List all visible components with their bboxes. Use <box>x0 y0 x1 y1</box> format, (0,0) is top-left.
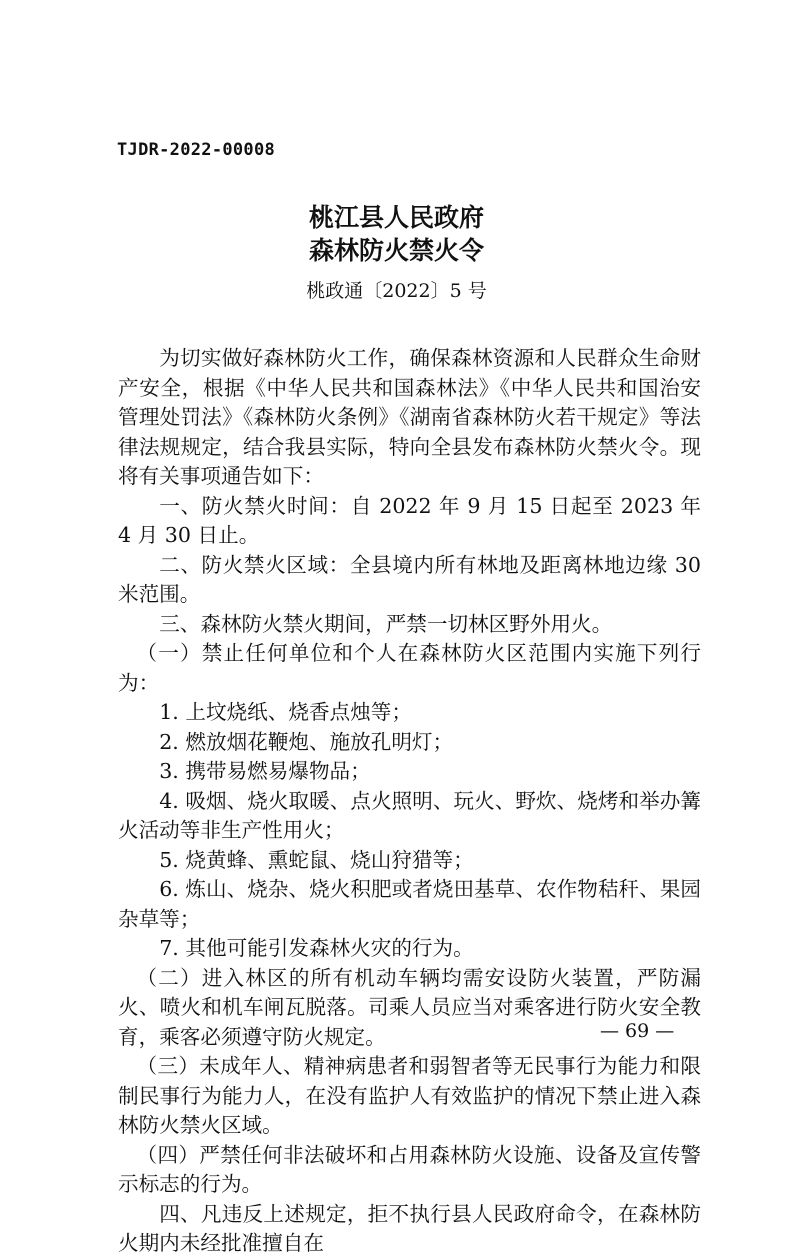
paragraph: （三）未成年人、精神病患者和弱智者等无民事行为能力和限制民事行为能力人，在没有监护人有效监护的情况下禁止进入森林防火禁火区域。 <box>118 1054 701 1137</box>
document-code: TJDR-2022-00008 <box>117 140 276 160</box>
paragraph: （一）禁止任何单位和个人在森林防火区范围内实施下列行为： <box>118 641 701 695</box>
page-number: — 69 — <box>600 1020 675 1042</box>
paragraph: （二）进入林区的所有机动车辆均需安设防火装置，严防漏火、喷火和机车闸瓦脱落。司乘人员应当对乘客进行防火安全教育，乘客必须遵守防火规定。 <box>118 965 701 1049</box>
paragraph: 2. 燃放烟花鞭炮、施放孔明灯； <box>159 729 454 754</box>
paragraph: 1. 上坟烧纸、烧香点烛等； <box>159 700 412 724</box>
document-body <box>118 344 701 1259</box>
paragraph: （四）严禁任何非法破坏和占用森林防火设施、设备及宣传警示标志的行为。 <box>118 1142 701 1196</box>
paragraph: 3. 携带易燃易爆物品； <box>159 759 371 783</box>
paragraph: 5. 烧黄蜂、熏蛇鼠、烧山狩猎等； <box>159 847 474 872</box>
paragraph: 四、凡违反上述规定，拒不执行县人民政府命令，在森林防火期内未经批准擅自在 <box>118 1201 701 1255</box>
paragraph: 6. 炼山、烧杂、烧火积肥或者烧田基草、农作物秸秆、果园杂草等； <box>118 877 701 931</box>
paragraph: 7. 其他可能引发森林火灾的行为。 <box>159 936 474 960</box>
document-number: 桃政通〔2022〕5 号 <box>306 280 487 302</box>
paragraph: 二、防火禁火区域：全县境内所有林地及距离林地边缘 30 米范围。 <box>118 552 701 606</box>
document-title-issuer: 桃江县人民政府 <box>308 203 484 232</box>
paragraph: 一、防火禁火时间：自 2022 年 9 月 15 日起至 2023 年 4 月 30 日止。 <box>118 493 701 547</box>
paragraph: 三、森林防火禁火期间，严禁一切林区野外用火。 <box>159 611 613 636</box>
paragraph: 4. 吸烟、烧火取暖、点火照明、玩火、野炊、烧烤和举办篝火活动等非生产性用火； <box>118 788 701 842</box>
paragraph: 为切实做好森林防火工作，确保森林资源和人民群众生命财产安全，根据《中华人民共和国森林法》《中华人民共和国治安管理处罚法》《森林防火条例》《湖南省森林防火若干规定》等法律法规规定，结合我县实际，特向全县发布森林防火禁火令。现将有关事项通告如下： <box>118 346 701 488</box>
document-title: 森林防火禁火令 <box>308 236 484 265</box>
